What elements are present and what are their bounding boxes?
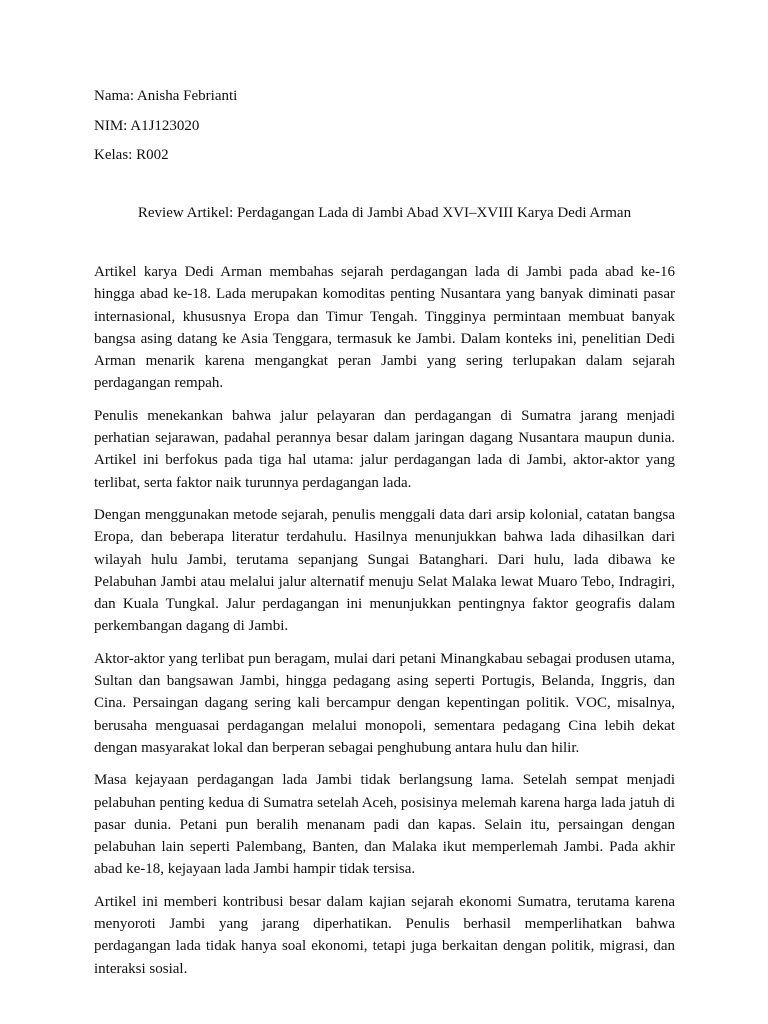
student-name-line: Nama: Anisha Febrianti [94, 88, 238, 104]
student-class-line: Kelas: R002 [94, 147, 169, 163]
paragraph-decline: Masa kejayaan perdagangan lada Jambi tidak berlangsung lama. Setelah sempat menjadi pelabuhan penting kedua di Sumatra setelah Aceh, posisinya melemah karena harga lada jatuh di pasar dunia. Petani pun beralih menanam padi dan kapas. Selain itu, persaingan dengan pelabuhan lain seperti Palembang, Banten, dan Malaka ikut memperlemah Jambi. Pada akhir abad ke-18, kejayaan lada Jambi hampir tidak tersisa. [94, 772, 675, 878]
student-nim-line: NIM: A1J123020 [94, 118, 200, 134]
review-body [94, 261, 675, 990]
paragraph-contribution: Artikel ini memberi kontribusi besar dalam kajian sejarah ekonomi Sumatra, terutama karena menyoroti Jambi yang jarang diperhatikan. Penulis berhasil memperlihatkan bahwa perdagangan lada tidak hanya soal ekonomi, tetapi juga berkaitan dengan politik, migrasi, dan interaksi sosial. [94, 893, 675, 977]
paragraph-method: Dengan menggunakan metode sejarah, penulis menggali data dari arsip kolonial, catatan bangsa Eropa, dan beberapa literatur terdahulu. Hasilnya menunjukkan bahwa lada dihasilkan dari wilayah hulu Jambi, terutama sepanjang Sungai Batanghari. Dari hulu, lada dibawa ke Pelabuhan Jambi atau melalui jalur alternatif menuju Selat Malaka lewat Muaro Tebo, Indragiri, dan Kuala Tungkal. Jalur perdagangan ini menunjukkan pentingnya faktor geografis dalam perkembangan dagang di Jambi. [94, 506, 675, 635]
paragraph-actors: Aktor-aktor yang terlibat pun beragam, mulai dari petani Minangkabau sebagai produsen utama, Sultan dan bangsawan Jambi, hingga pedagang asing seperti Portugis, Belanda, Inggris, dan Cina. Persaingan dagang sering kali bercampur dengan kepentingan politik. VOC, misalnya, berusaha menguasai perdagangan melalui monopoli, sementara pedagang Cina lebih dekat dengan masyarakat lokal dan berperan sebagai penghubung antara hulu dan hilir. [94, 650, 675, 756]
review-title: Review Artikel: Perdagangan Lada di Jambi Abad XVI–XVIII Karya Dedi Arman [137, 205, 632, 221]
paragraph-focus: Penulis menekankan bahwa jalur pelayaran dan perdagangan di Sumatra jarang menjadi perhatian sejarawan, padahal perannya besar dalam jaringan dagang Nusantara maupun dunia. Artikel ini berfokus pada tiga hal utama: jalur perdagangan lada di Jambi, aktor-aktor yang terlibat, serta faktor naik turunnya perdagangan lada. [94, 407, 675, 491]
paragraph-introduction: Artikel karya Dedi Arman membahas sejarah perdagangan lada di Jambi pada abad ke-16 hingga abad ke-18. Lada merupakan komoditas penting Nusantara yang banyak diminati pasar internasional, khususnya Eropa dan Timur Tengah. Tingginya permintaan membuat banyak bangsa asing datang ke Asia Tenggara, termasuk ke Jambi. Dalam konteks ini, penelitian Dedi Arman menarik karena mengangkat peran Jambi yang sering terlupakan dalam sejarah perdagangan rempah. [94, 264, 675, 392]
